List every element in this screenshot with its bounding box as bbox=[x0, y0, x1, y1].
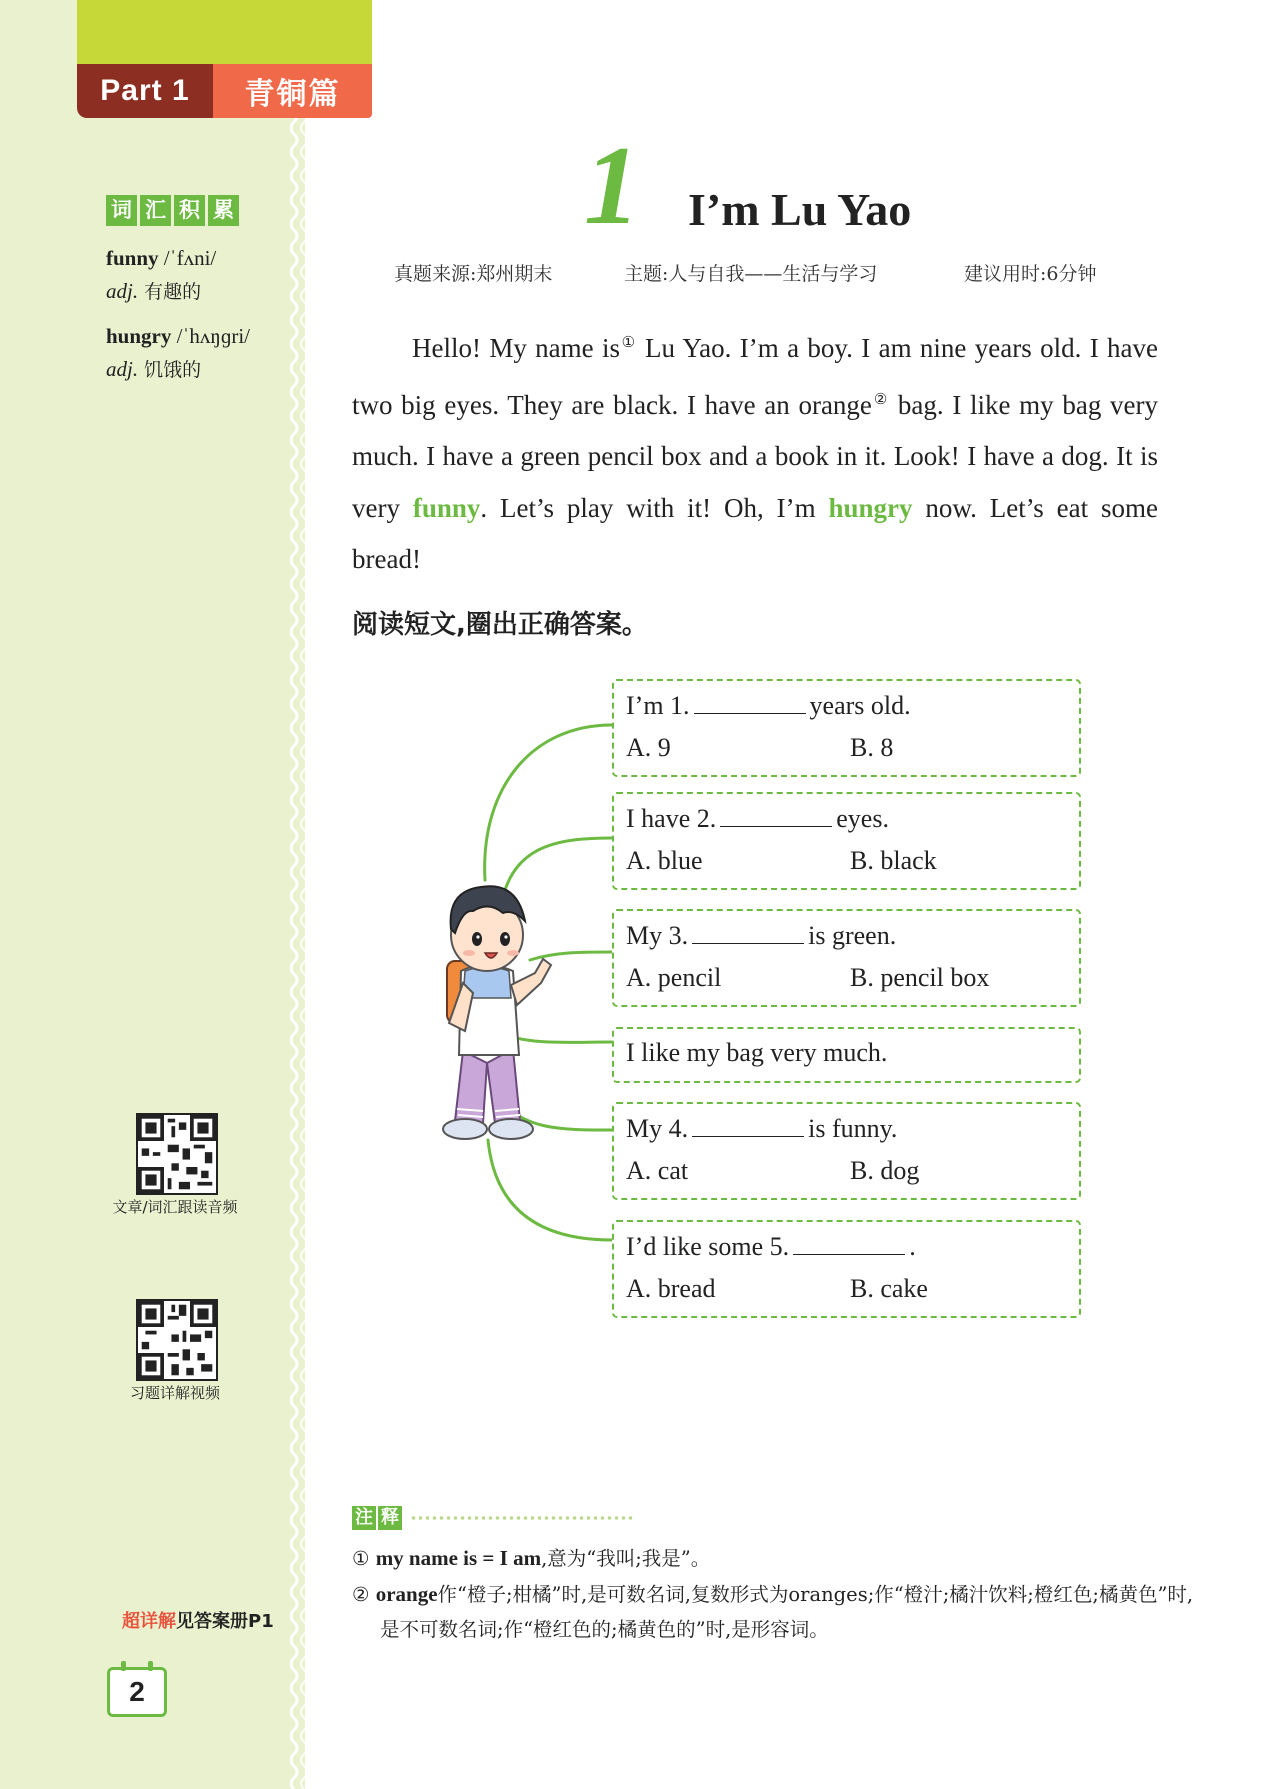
answer-blank[interactable] bbox=[692, 1116, 804, 1137]
question-prefix: My 4. bbox=[626, 1114, 689, 1143]
reading-passage bbox=[352, 318, 1158, 586]
question-prefix: My 3. bbox=[626, 921, 689, 950]
question-suffix: eyes. bbox=[836, 804, 889, 833]
passage-text: Lu Yao. I’m a boy. I am nine years old. I have two big eyes. They are black. I have an orange bbox=[352, 333, 1158, 420]
notes-title bbox=[352, 1506, 635, 1530]
answer-ref-prefix: 超详解 bbox=[122, 1611, 176, 1632]
vocab-pos: adj. bbox=[106, 357, 139, 381]
option-b[interactable]: B. pencil box bbox=[850, 963, 990, 992]
vocab-item-hungry bbox=[106, 320, 250, 387]
vocab-title-char: 积 bbox=[174, 195, 205, 226]
part-header-band bbox=[77, 0, 372, 64]
vocab-title bbox=[106, 195, 239, 226]
question-stem bbox=[626, 921, 896, 951]
notes-title-char: 注 bbox=[352, 1506, 376, 1530]
option-b[interactable]: B. cake bbox=[850, 1274, 928, 1303]
passage-text: now. Let’s eat some bread! bbox=[352, 492, 1158, 574]
option-a[interactable]: A. pencil bbox=[626, 963, 722, 992]
vocab-pos: adj. bbox=[106, 279, 139, 303]
question-prefix: I’m 1. bbox=[626, 691, 690, 720]
part-tab bbox=[77, 64, 372, 118]
passage-text: Hello! My name is bbox=[412, 333, 621, 363]
question-stem bbox=[626, 691, 911, 721]
option-a[interactable]: A. 9 bbox=[626, 733, 671, 762]
note-text: ,意为“我叫;我是”。 bbox=[541, 1547, 711, 1570]
note-term: orange bbox=[375, 1582, 438, 1606]
vocab-phonetic: /ˈhʌŋɡri/ bbox=[171, 324, 250, 348]
question-box-3 bbox=[612, 909, 1081, 1007]
question-stem bbox=[626, 1232, 916, 1262]
qr-code-audio[interactable] bbox=[136, 1113, 218, 1195]
option-a[interactable]: A. cat bbox=[626, 1156, 689, 1185]
option-b[interactable]: B. 8 bbox=[850, 733, 894, 762]
question-suffix: years old. bbox=[809, 691, 911, 720]
vocab-word: hungry bbox=[106, 324, 172, 348]
vocab-meaning: 饥饿的 bbox=[138, 359, 202, 381]
qr-caption-video: 习题详解视频 bbox=[129, 1384, 220, 1402]
meta-source: 真题来源:郑州期末 bbox=[394, 263, 553, 285]
part-label: Part 1 bbox=[77, 64, 213, 118]
note-1 bbox=[352, 1541, 1172, 1576]
note-2 bbox=[352, 1577, 1200, 1647]
statement-box bbox=[612, 1027, 1081, 1083]
note-marker-1: ① bbox=[620, 335, 637, 351]
vocab-highlight-hungry: hungry bbox=[828, 492, 913, 523]
meta-theme: 主题:人与自我——生活与学习 bbox=[624, 263, 878, 285]
vocab-word: funny bbox=[106, 246, 159, 270]
passage-text: . Let’s play with it! Oh, I’m bbox=[480, 492, 829, 523]
question-suffix: . bbox=[909, 1232, 916, 1261]
notes-dotted-rule bbox=[410, 1513, 635, 1523]
note-text: 作“橙子;柑橘”时,是可数名词,复数形式为oranges;作“橙汁;橘汁饮料;橙红色;橘黄色”时,是不可数名词;作“橙红色的;橘黄色的”时,是形容词。 bbox=[380, 1583, 1194, 1641]
question-box-2 bbox=[612, 792, 1081, 890]
qr-pattern bbox=[138, 1301, 216, 1379]
instruction: 阅读短文,圈出正确答案。 bbox=[352, 610, 648, 640]
passage-text: bag. I like my bag very much. I have a green pencil box and a book in it. Look! I have a dog. It is very bbox=[352, 389, 1158, 523]
sidebar-wavy-border bbox=[290, 110, 320, 1789]
answer-ref-text: 见答案册 bbox=[176, 1611, 248, 1632]
page-number: 2 bbox=[107, 1667, 167, 1717]
option-a[interactable]: A. blue bbox=[626, 846, 703, 875]
statement-text: I like my bag very much. bbox=[626, 1038, 888, 1067]
option-b[interactable]: B. dog bbox=[850, 1156, 920, 1185]
part-level: 青铜篇 bbox=[213, 64, 372, 118]
vocab-title-char: 汇 bbox=[140, 195, 171, 226]
question-suffix: is funny. bbox=[808, 1114, 898, 1143]
lesson-title: I’m Lu Yao bbox=[688, 184, 912, 235]
question-box-1 bbox=[612, 679, 1081, 777]
answer-blank[interactable] bbox=[793, 1234, 905, 1255]
lesson-number: 1 bbox=[584, 124, 640, 248]
question-box-5 bbox=[612, 1220, 1081, 1318]
boy-illustration bbox=[425, 873, 560, 1148]
vocab-highlight-funny: funny bbox=[412, 492, 481, 523]
meta-time: 建议用时:6分钟 bbox=[964, 263, 1097, 285]
question-stem bbox=[626, 804, 889, 834]
notes-title-char: 释 bbox=[378, 1506, 402, 1530]
answer-blank[interactable] bbox=[692, 923, 804, 944]
vocab-phonetic: /ˈfʌni/ bbox=[158, 246, 217, 270]
option-b[interactable]: B. black bbox=[850, 846, 937, 875]
note-number: ② bbox=[352, 1583, 370, 1606]
note-term: my name is = I am bbox=[375, 1546, 542, 1570]
vocab-title-char: 累 bbox=[208, 195, 239, 226]
option-a[interactable]: A. bread bbox=[626, 1274, 716, 1303]
qr-code-video[interactable] bbox=[136, 1299, 218, 1381]
question-prefix: I have 2. bbox=[626, 804, 717, 833]
answer-reference bbox=[122, 1607, 274, 1633]
question-stem bbox=[626, 1114, 897, 1144]
vocab-item-funny bbox=[106, 242, 216, 309]
note-marker-2: ② bbox=[871, 391, 890, 408]
answer-ref-page: P1 bbox=[248, 1611, 274, 1632]
question-prefix: I’d like some 5. bbox=[626, 1232, 790, 1261]
vocab-title-char: 词 bbox=[106, 195, 137, 226]
question-box-4 bbox=[612, 1102, 1081, 1200]
vocab-meaning: 有趣的 bbox=[138, 281, 202, 303]
note-number: ① bbox=[352, 1547, 370, 1570]
qr-caption-audio: 文章/词汇跟读音频 bbox=[112, 1198, 238, 1216]
answer-blank[interactable] bbox=[720, 806, 832, 827]
question-suffix: is green. bbox=[808, 921, 897, 950]
qr-pattern bbox=[138, 1115, 216, 1193]
answer-blank[interactable] bbox=[694, 693, 806, 714]
